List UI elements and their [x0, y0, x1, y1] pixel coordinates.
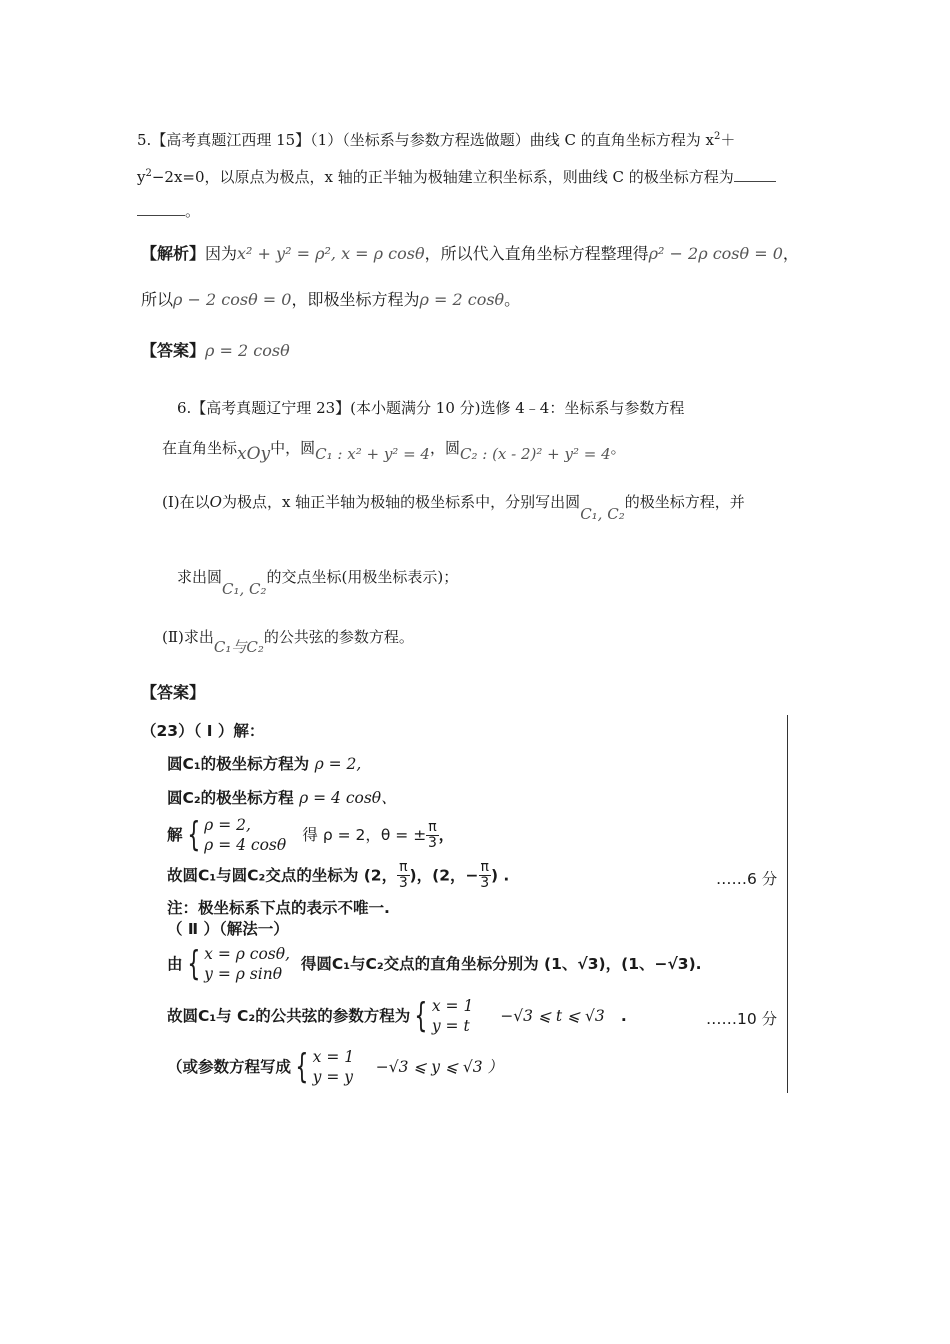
- math-eq: C₁与C₂: [213, 638, 264, 656]
- analysis5-line-2: 所以ρ − 2 cosθ = 0，即极坐标方程为ρ = 2 cosθ。: [141, 290, 521, 309]
- math-eq: C₂ : (x - 2)² + y² = 4: [459, 445, 611, 463]
- math-eq: C₁, C₂: [222, 580, 267, 598]
- sol-row-5: 注：极坐标系下点的表示不唯一.: [167, 899, 390, 917]
- brace-icon: {: [414, 996, 428, 1036]
- analysis5-line-1: 【解析】因为x² + y² = ρ², x = ρ cosθ，所以代入直角坐标方程整理得ρ² − 2ρ cosθ = 0，: [141, 244, 799, 263]
- equation-system: { x = 1 y = y: [295, 1047, 355, 1087]
- math-eq: C₁, C₂: [580, 505, 625, 523]
- q5-tag: 【高考真题江西理 15】: [151, 131, 311, 149]
- sol-row-9: （或参数方程写成 { x = 1 y = y −√3 ⩽ y ⩽ √3 ）: [167, 1047, 504, 1087]
- q6-part1-line-1: (Ⅰ)在以O为极点，x 轴正半轴为极轴的极坐标系中，分别写出圆C₁, C₂的极坐标方程，并: [162, 493, 745, 523]
- brace-icon: {: [186, 815, 200, 855]
- q6-line-1: 6.【高考真题辽宁理 23】(本小题满分 10 分)选修 4﹣4：坐标系与参数方程: [177, 399, 685, 417]
- sol-row-3: 解 { ρ = 2, ρ = 4 cosθ 得 ρ = 2，θ = ± $\frac{\pi}{3}$ ，: [167, 815, 455, 855]
- brace-icon: {: [295, 1047, 309, 1087]
- q5-line-2: $y^2-2x=0$，以原点为极点，x 轴的正半轴为极轴建立积坐标系，则曲线 C 的极坐标方程为: [137, 163, 776, 188]
- sol-row-1: 圆C₁的极坐标方程为 ρ = 2,: [167, 755, 362, 773]
- equation-system: { ρ = 2, ρ = 4 cosθ: [186, 815, 287, 855]
- answer-label: 【答案】: [141, 341, 206, 360]
- sol-row-2: 圆C₂的极坐标方程 ρ = 4 cosθ、: [167, 789, 397, 807]
- fraction: $\frac{\pi}{3}$: [398, 859, 408, 891]
- fraction: $\frac{\pi}{3}$: [427, 818, 437, 851]
- analysis-label: 【解析】: [141, 244, 206, 263]
- equation-system: { x = 1 y = t: [414, 996, 474, 1036]
- answer5-line: [141, 340, 290, 362]
- math-eq: ρ = 2 cosθ: [419, 290, 505, 309]
- equation-system: { x = ρ cosθ, y = ρ sinθ: [186, 944, 291, 984]
- score-6: ……6 分: [716, 870, 778, 888]
- math-eq: ρ² − 2ρ cosθ = 0: [648, 244, 783, 263]
- answer-blank: [734, 167, 776, 182]
- answer-blank-cont: [137, 201, 185, 216]
- sol-row-6: （ Ⅱ ）（解法一）: [167, 920, 289, 938]
- q6-part1-line-2: 求出圆C₁, C₂的交点坐标(用极坐标表示)；: [177, 568, 459, 598]
- answer6-label: 【答案】: [141, 683, 206, 702]
- q6-line-2: 在直角坐标xOy中，圆C₁ : x² + y² = 4，圆C₂ : (x - 2)² + y² = 4。: [162, 439, 626, 464]
- math-eq: ρ − 2 cosθ = 0: [173, 290, 292, 309]
- math-eq: x² + y² = ρ², x = ρ cosθ: [237, 244, 425, 263]
- score-10: ……10 分: [706, 1010, 778, 1028]
- q5-line-1: 5.【高考真题江西理 15】（1）（坐标系与参数方程选做题）曲线 C 的直角坐标方程为 $x^2+$: [137, 131, 736, 149]
- q5-line-3: 。: [137, 200, 200, 222]
- q5-number: 5.: [137, 131, 152, 149]
- solution-border-line: [787, 715, 788, 1093]
- sol-row-8: 故圆C₁与 C₂的公共弦的参数方程为 { x = 1 y = t −√3 ⩽ t ⩽ √3 .: [167, 996, 627, 1036]
- q6-part2-line: (Ⅱ)求出C₁与C₂的公共弦的参数方程。: [162, 628, 414, 656]
- math-eq: C₁ : x² + y² = 4: [315, 445, 430, 463]
- sol-head: （23）（ Ⅰ ）解：: [141, 722, 265, 740]
- brace-icon: {: [186, 944, 200, 984]
- math-eq: ρ = 2 cosθ: [205, 341, 290, 360]
- sol-row-4: 故圆C₁与圆C₂交点的坐标为 (2， $\frac{\pi}{3}$ )，(2，− $\frac{\pi}{3}$ ) .: [167, 859, 510, 891]
- sol-row-7: 由 { x = ρ cosθ, y = ρ sinθ 得圆C₁与C₂交点的直角坐标分别为 (1、√3)，(1、−√3).: [167, 944, 702, 984]
- fraction: $\frac{\pi}{3}$: [480, 859, 490, 891]
- q5-text: （1）（坐标系与参数方程选做题）曲线 C 的直角坐标方程为 x: [310, 131, 714, 149]
